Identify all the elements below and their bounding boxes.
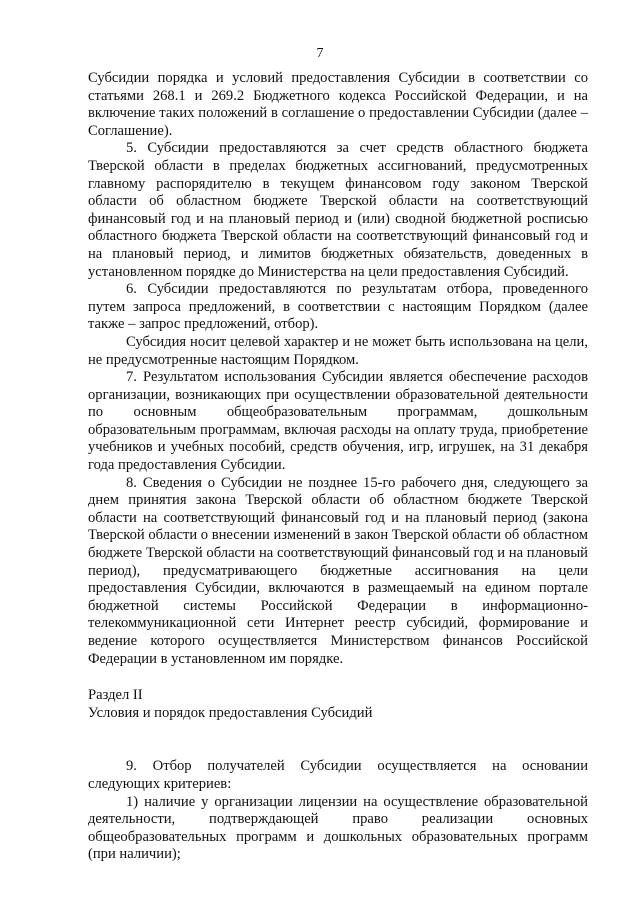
paragraph-9: 9. Отбор получателей Субсидии осуществляется на основании следующих критериев:: [88, 758, 588, 792]
criterion-1: 1) наличие у организации лицензии на осуществление образовательной деятельности, подтверждающей право реализации основных общеобразовательных программ и дошкольных образовательных программ (при наличии);: [88, 793, 588, 863]
paragraph-6: 6. Субсидии предоставляются по результатам отбора, проведенного путем запроса предложений, в соответствии с настоящим Порядком (далее также – запрос предложений, отбор).: [88, 281, 588, 333]
section-title: Условия и порядок предоставления Субсидий: [88, 704, 373, 721]
paragraph-7: 7. Результатом использования Субсидии является обеспечение расходов организации, возникающих при осуществлении образовательной деятельности по основным общеобразовательным программам, дошкольным образовательным программам, включая расходы на оплату труда, приобретение учебников и учебных пособий, средств обучения, игр, игрушек, на 31 декабря года предоставления Субсидии.: [88, 369, 588, 474]
paragraph-5: 5. Субсидии предоставляются за счет средств областного бюджета Тверской области в пределах бюджетных ассигнований, предусмотренных главному распорядителю в текущем финансовом году законом Тверской области об областном бюджете Тверской области на соответствующий финансовый год и на плановый период и (или) сводной бюджетной росписью областного бюджета Тверской области на соответствующий финансовый год и на плановый период, и лимитов бюджетных обязательств, доведенных в установленном порядке до Министерства на цели предоставления Субсидий.: [88, 140, 588, 280]
document-body: [88, 70, 588, 864]
section-heading: Раздел II: [88, 687, 143, 704]
paragraph-continuation: Субсидии порядка и условий предоставления Субсидии в соответствии со статьями 268.1 и 269.2 Бюджетного кодекса Российской Федерации, и на включение таких положений в соглашение о предоставлении Субсидии (далее – Соглашение).: [88, 70, 588, 139]
paragraph-8: 8. Сведения о Субсидии не позднее 15-го рабочего дня, следующего за днем принятия закона Тверской области об областном бюджете Тверской области на соответствующий финансовый год и на плановый период (закона Тверской области о внесении изменений в закон Тверской области об областном бюджете Тверской области на соответствующий финансовый год и на плановый период), предусматривающего бюджетные ассигнования на цели предоставления Субсидии, включаются в размещаемый на едином портале бюджетной системы Российской Федерации в информационно-телекоммуникационной сети Интернет реестр субсидий, формирование и ведение которого осуществляется Министерством финансов Российской Федерации в установленном им порядке.: [88, 474, 588, 667]
paragraph-6-note: Субсидия носит целевой характер и не может быть использована на цели, не предусмотренные настоящим Порядком.: [88, 333, 588, 368]
page-number: 7: [316, 46, 324, 61]
